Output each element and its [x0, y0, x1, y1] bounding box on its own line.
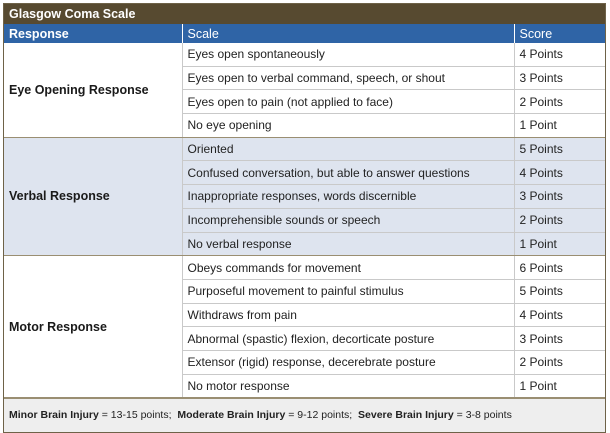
scale-cell: Eyes open to verbal command, speech, or shout: [182, 66, 514, 90]
scale-cell: Eyes open spontaneously: [182, 43, 514, 66]
glasgow-coma-scale-table: [3, 3, 606, 433]
score-cell: 4 Points: [514, 161, 605, 185]
scale-cell: Withdraws from pain: [182, 303, 514, 327]
score-cell: 4 Points: [514, 303, 605, 327]
scale-cell: Confused conversation, but able to answer questions: [182, 161, 514, 185]
severe-injury-label: Severe Brain Injury: [358, 409, 454, 422]
table-title: Glasgow Coma Scale: [4, 4, 605, 24]
table-row: [4, 43, 605, 66]
score-cell: 3 Points: [514, 327, 605, 351]
score-cell: 1 Point: [514, 114, 605, 138]
group-label-eye-opening: Eye Opening Response: [4, 43, 182, 137]
scale-cell: Obeys commands for movement: [182, 256, 514, 280]
header-response: Response: [4, 24, 182, 43]
score-cell: 1 Point: [514, 232, 605, 256]
score-cell: 4 Points: [514, 43, 605, 66]
table-row: [4, 256, 605, 280]
moderate-injury-range: = 9-12 points;: [285, 409, 353, 422]
header-scale: Scale: [182, 24, 514, 43]
header-score: Score: [514, 24, 605, 43]
group-label-verbal: Verbal Response: [4, 137, 182, 255]
minor-injury-range: = 13-15 points;: [98, 409, 172, 422]
header-row: [4, 24, 605, 43]
score-cell: 3 Points: [514, 185, 605, 209]
minor-injury-label: Minor Brain Injury: [9, 409, 99, 422]
scale-cell: No motor response: [182, 374, 514, 398]
score-cell: 5 Points: [514, 137, 605, 161]
group-label-motor: Motor Response: [4, 256, 182, 398]
score-cell: 2 Points: [514, 208, 605, 232]
scale-cell: Incomprehensible sounds or speech: [182, 208, 514, 232]
moderate-injury-label: Moderate Brain Injury: [177, 409, 286, 422]
score-cell: 1 Point: [514, 374, 605, 398]
scale-cell: Abnormal (spastic) flexion, decorticate posture: [182, 327, 514, 351]
scale-cell: Eyes open to pain (not applied to face): [182, 90, 514, 114]
scale-cell: Oriented: [182, 137, 514, 161]
scale-cell: No verbal response: [182, 232, 514, 256]
score-cell: 6 Points: [514, 256, 605, 280]
score-cell: 5 Points: [514, 279, 605, 303]
severity-legend: [4, 398, 605, 432]
scale-cell: Extensor (rigid) response, decerebrate posture: [182, 350, 514, 374]
table-row: [4, 137, 605, 161]
scale-cell: No eye opening: [182, 114, 514, 138]
score-cell: 2 Points: [514, 90, 605, 114]
severe-injury-range: = 3-8 points: [453, 409, 512, 422]
scale-cell: Purposeful movement to painful stimulus: [182, 279, 514, 303]
score-cell: 2 Points: [514, 350, 605, 374]
score-table: [4, 24, 605, 398]
scale-cell: Inappropriate responses, words discernible: [182, 185, 514, 209]
score-cell: 3 Points: [514, 66, 605, 90]
